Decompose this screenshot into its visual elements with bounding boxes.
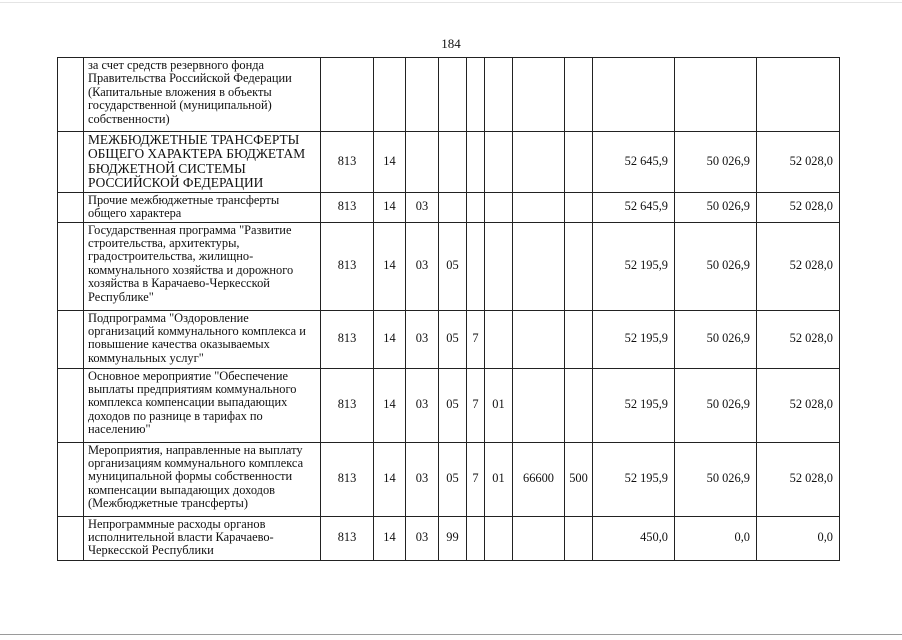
table-row xyxy=(58,192,840,222)
cell-pr xyxy=(406,58,439,132)
cell-sum-3: 52 028,0 xyxy=(757,132,840,193)
cell-sum-2 xyxy=(675,58,757,132)
cell-om: 01 xyxy=(485,442,513,516)
cell-gp xyxy=(439,192,467,222)
cell-sum-3 xyxy=(757,58,840,132)
cell-index xyxy=(58,192,84,222)
cell-sum-1: 52 645,9 xyxy=(593,192,675,222)
cell-name: Государственная программа "Развитие строительства, архитектуры, градостроительства, жилищно-коммунального хозяйства и дорожного хозяйства в Карачаево-Черкесской Республике" xyxy=(84,222,321,310)
cell-sum-1: 52 195,9 xyxy=(593,222,675,310)
cell-pr: 03 xyxy=(406,222,439,310)
cell-name: Основное мероприятие "Обеспечение выплаты предприятиям коммунального комплекса компенсации выпадающих доходов по разнице в тарифах по населению" xyxy=(84,368,321,442)
cell-gp: 99 xyxy=(439,516,467,560)
cell-sum-2: 50 026,9 xyxy=(675,310,757,368)
cell-index xyxy=(58,310,84,368)
cell-index xyxy=(58,58,84,132)
cell-pp: 7 xyxy=(467,310,485,368)
cell-sum-2: 50 026,9 xyxy=(675,368,757,442)
cell-pp xyxy=(467,58,485,132)
table-row xyxy=(58,368,840,442)
cell-vr xyxy=(565,222,593,310)
cell-nr xyxy=(513,310,565,368)
cell-index xyxy=(58,442,84,516)
cell-sum-3: 52 028,0 xyxy=(757,192,840,222)
cell-rz: 14 xyxy=(374,222,406,310)
table-row xyxy=(58,132,840,193)
table-row xyxy=(58,58,840,132)
cell-sum-3: 52 028,0 xyxy=(757,368,840,442)
scan-bottom-edge xyxy=(0,634,902,635)
cell-vr xyxy=(565,58,593,132)
cell-pp xyxy=(467,132,485,193)
cell-name: Прочие межбюджетные трансферты общего характера xyxy=(84,192,321,222)
cell-om xyxy=(485,222,513,310)
cell-vr xyxy=(565,192,593,222)
cell-rz: 14 xyxy=(374,310,406,368)
cell-pr xyxy=(406,132,439,193)
cell-pr: 03 xyxy=(406,368,439,442)
table-row xyxy=(58,310,840,368)
cell-index xyxy=(58,222,84,310)
cell-index xyxy=(58,132,84,193)
cell-pr: 03 xyxy=(406,442,439,516)
cell-nr xyxy=(513,192,565,222)
cell-rz: 14 xyxy=(374,368,406,442)
cell-pr: 03 xyxy=(406,192,439,222)
cell-sum-1: 52 195,9 xyxy=(593,310,675,368)
cell-om xyxy=(485,310,513,368)
cell-om xyxy=(485,58,513,132)
cell-name: Подпрограмма "Оздоровление организаций коммунального комплекса и повышение качества оказываемых коммунальных услуг" xyxy=(84,310,321,368)
cell-sum-1: 52 195,9 xyxy=(593,368,675,442)
cell-ved xyxy=(321,58,374,132)
cell-ved: 813 xyxy=(321,132,374,193)
cell-sum-1: 52 195,9 xyxy=(593,442,675,516)
cell-sum-2: 50 026,9 xyxy=(675,222,757,310)
cell-name: за счет средств резервного фонда Правительства Российской Федерации (Капитальные вложения в объекты государственной (муниципальной) собственности) xyxy=(84,58,321,132)
cell-pr: 03 xyxy=(406,310,439,368)
cell-index xyxy=(58,368,84,442)
cell-om xyxy=(485,132,513,193)
cell-sum-2: 50 026,9 xyxy=(675,442,757,516)
cell-vr xyxy=(565,368,593,442)
cell-sum-3: 0,0 xyxy=(757,516,840,560)
cell-ved: 813 xyxy=(321,368,374,442)
cell-sum-1: 52 645,9 xyxy=(593,132,675,193)
cell-ved: 813 xyxy=(321,516,374,560)
cell-pp xyxy=(467,222,485,310)
cell-sum-3: 52 028,0 xyxy=(757,442,840,516)
table-row xyxy=(58,222,840,310)
cell-rz xyxy=(374,58,406,132)
cell-gp: 05 xyxy=(439,368,467,442)
cell-om: 01 xyxy=(485,368,513,442)
cell-pp: 7 xyxy=(467,442,485,516)
budget-table xyxy=(57,57,840,561)
cell-pp: 7 xyxy=(467,368,485,442)
scan-top-edge xyxy=(0,2,902,3)
cell-gp xyxy=(439,132,467,193)
cell-om xyxy=(485,192,513,222)
cell-sum-3: 52 028,0 xyxy=(757,222,840,310)
cell-nr xyxy=(513,368,565,442)
cell-gp xyxy=(439,58,467,132)
cell-nr xyxy=(513,516,565,560)
cell-rz: 14 xyxy=(374,132,406,193)
cell-nr xyxy=(513,222,565,310)
cell-vr xyxy=(565,516,593,560)
cell-sum-1: 450,0 xyxy=(593,516,675,560)
cell-sum-2: 0,0 xyxy=(675,516,757,560)
cell-index xyxy=(58,516,84,560)
cell-sum-2: 50 026,9 xyxy=(675,132,757,193)
cell-sum-3: 52 028,0 xyxy=(757,310,840,368)
cell-ved: 813 xyxy=(321,310,374,368)
cell-name: МЕЖБЮДЖЕТНЫЕ ТРАНСФЕРТЫ ОБЩЕГО ХАРАКТЕРА БЮДЖЕТАМ БЮДЖЕТНОЙ СИСТЕМЫ РОССИЙСКОЙ ФЕДЕРАЦИИ xyxy=(84,132,321,193)
cell-ved: 813 xyxy=(321,222,374,310)
cell-gp: 05 xyxy=(439,442,467,516)
cell-name: Непрограммные расходы органов исполнительной власти Карачаево-Черкесской Республики xyxy=(84,516,321,560)
page-number: 184 xyxy=(441,36,461,51)
table-row xyxy=(58,516,840,560)
table-body xyxy=(58,58,840,561)
cell-pp xyxy=(467,192,485,222)
cell-rz: 14 xyxy=(374,442,406,516)
cell-rz: 14 xyxy=(374,516,406,560)
cell-sum-2: 50 026,9 xyxy=(675,192,757,222)
cell-om xyxy=(485,516,513,560)
table-row xyxy=(58,442,840,516)
cell-gp: 05 xyxy=(439,310,467,368)
cell-nr xyxy=(513,58,565,132)
cell-sum-1 xyxy=(593,58,675,132)
cell-nr: 66600 xyxy=(513,442,565,516)
cell-nr xyxy=(513,132,565,193)
cell-pr: 03 xyxy=(406,516,439,560)
cell-ved: 813 xyxy=(321,442,374,516)
cell-vr: 500 xyxy=(565,442,593,516)
cell-vr xyxy=(565,132,593,193)
cell-vr xyxy=(565,310,593,368)
cell-pp xyxy=(467,516,485,560)
cell-ved: 813 xyxy=(321,192,374,222)
cell-name: Мероприятия, направленные на выплату организациям коммунального комплекса муниципальной формы собственности компенсации выпадающих доходов (Межбюджетные трансферты) xyxy=(84,442,321,516)
cell-rz: 14 xyxy=(374,192,406,222)
cell-gp: 05 xyxy=(439,222,467,310)
